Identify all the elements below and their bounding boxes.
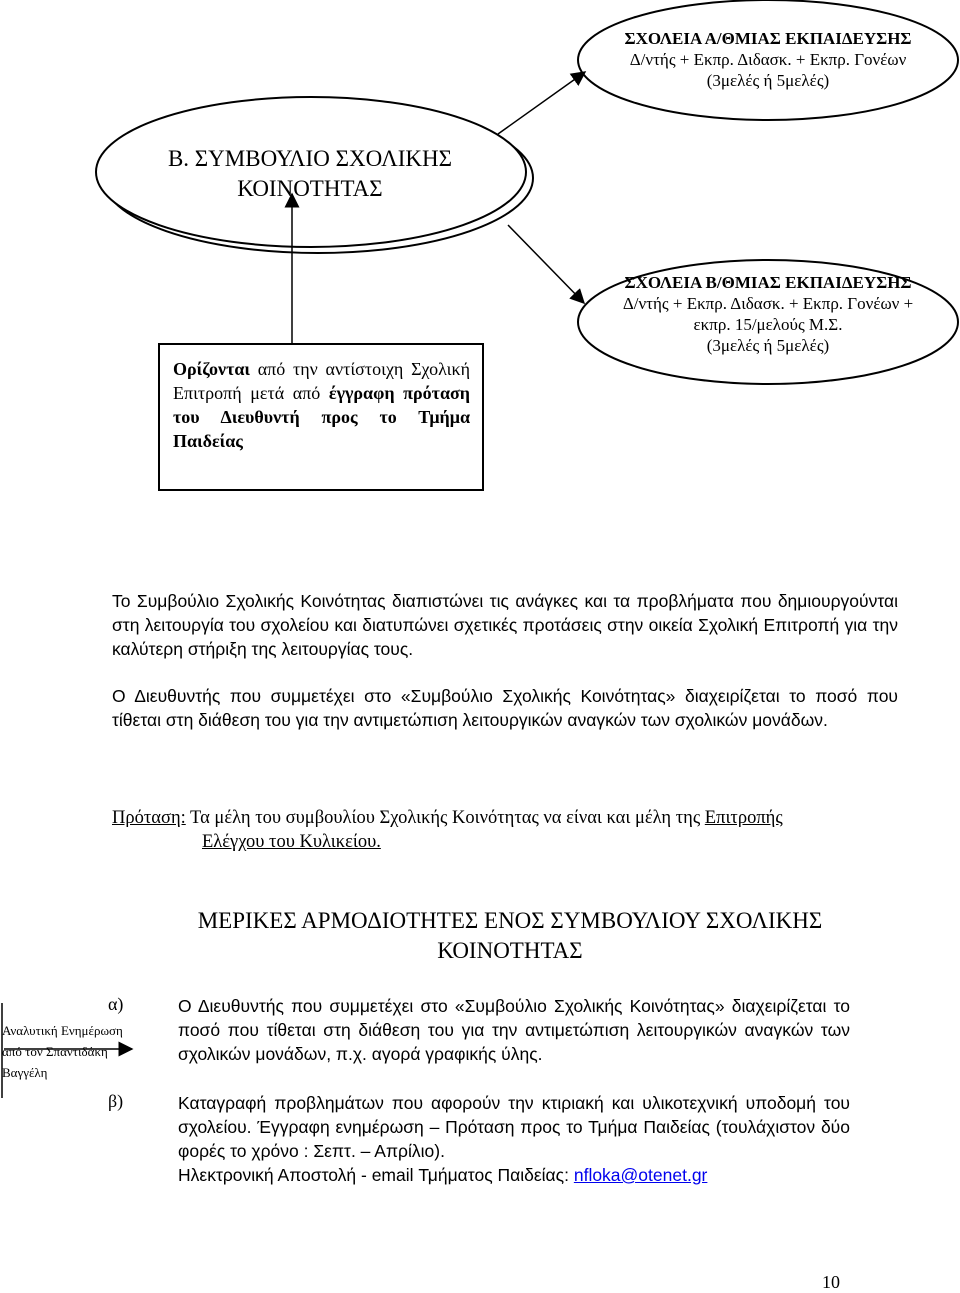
heading-line1: ΜΕΡΙΚΕΣ ΑΡΜΟΔΙΟΤΗΤΕΣ ΕΝΟΣ ΣΥΜΒΟΥΛΙΟΥ ΣΧΟΛΙΚΗΣ — [197, 908, 823, 933]
proposal-text-1: Τα μέλη του συμβουλίου Σχολικής Κοινότητας να είναι και μέλη της — [185, 808, 705, 828]
paragraph-2: Ο Διευθυντής που συμμετέχει στο «Συμβούλιο Σχολικής Κοινότητας» διαχειρίζεται το ποσό που τίθεται στη διάθεση του για την αντιμετώπιση λειτουργικών αναγκών των σχολικών μονάδων. — [112, 686, 898, 730]
box-word-2: από την αντίστοιχη Σχολική Επιτροπή μετά από — [173, 359, 470, 403]
side-note-line3: Βαγγέλη — [2, 1065, 48, 1080]
email-link[interactable]: nfloka@otenet.gr — [573, 1165, 708, 1185]
appointment-box — [158, 343, 484, 491]
heading-line2: ΚΟΙΝΟΤΗΤΑΣ — [437, 938, 583, 963]
bottom-ellipse-line4: (3μελές ή 5μελές) — [706, 336, 830, 355]
list-marker-a: α) — [108, 994, 124, 1014]
list-text-a: Ο Διευθυντής που συμμετέχει στο «Συμβούλιο Σχολικής Κοινότητας» διαχειρίζεται το ποσό που τίθεται στη διάθεση του για την αντιμετώπιση λειτουργικών αναγκών των σχολικών μονάδων, π.χ. αγορά γραφικής ύλης. — [178, 996, 850, 1064]
council-line1: Β. ΣΥΜΒΟΥΛΙΟ ΣΧΟΛΙΚΗΣ — [167, 146, 453, 171]
list-text-b-email-prefix: Ηλεκτρονική Αποστολή - email Τμήματος Παιδείας: — [178, 1165, 574, 1185]
bottom-ellipse-line2: Δ/ντής + Εκπρ. Διδασκ. + Εκπρ. Γονέων + — [622, 294, 914, 313]
bottom-ellipse — [600, 272, 936, 356]
side-note-line1: Αναλυτική Ενημέρωση — [2, 1023, 123, 1038]
proposal-text-3: Ελέγχου του Κυλικείου. — [202, 832, 381, 852]
side-note-line2: από τον Σπαντιδάκη — [2, 1044, 108, 1059]
section-heading — [100, 906, 920, 966]
top-ellipse-line3: (3μελές ή 5μελές) — [706, 71, 830, 90]
proposal-label: Πρόταση: — [112, 808, 186, 828]
council-line2: ΚΟΙΝΟΤΗΤΑΣ — [237, 176, 383, 201]
list-text-b — [178, 1091, 850, 1187]
list-text-b-body: Καταγραφή προβλημάτων που αφορούν την κτιριακή και υλικοτεχνική υποδομή του σχολείου. Έγγραφη ενημέρωση – Πρόταση προς το Τμήμα Παιδείας (τουλάχιστον δύο φορές το χρόνο : Σεπτ. – Απρίλιο). — [178, 1093, 850, 1161]
proposal-text-2: Επιτροπής — [704, 808, 783, 828]
side-note — [2, 1020, 142, 1083]
proposal — [112, 806, 898, 854]
box-word-1: Ορίζονται — [173, 359, 251, 379]
top-ellipse — [600, 28, 936, 91]
bottom-ellipse-line3: εκπρ. 15/μελούς Μ.Σ. — [693, 315, 843, 334]
top-ellipse-line2: Δ/ντής + Εκπρ. Διδασκ. + Εκπρ. Γονέων — [629, 50, 907, 69]
connector-to-bottom — [508, 225, 584, 303]
bottom-ellipse-title: ΣΧΟΛΕΙΑ Β/ΘΜΙΑΣ ΕΚΠΑΙΔΕΥΣΗΣ — [624, 273, 912, 292]
council-ellipse — [110, 144, 510, 204]
paragraph-1: Το Συμβούλιο Σχολικής Κοινότητας διαπιστώνει τις ανάγκες και τα προβλήματα που δημιουργούνται στη λειτουργία του σχολείου και διατυπώνει σχετικές προτάσεις στην οικεία Σχολική Επιτροπή για την καλύτερη στήριξη της λειτουργίας τους. — [112, 591, 898, 659]
top-ellipse-title: ΣΧΟΛΕΙΑ Α/ΘΜΙΑΣ ΕΚΠΑΙΔΕΥΣΗΣ — [624, 29, 912, 48]
page-number: 10 — [822, 1272, 840, 1292]
box-word-3: έγγραφη πρόταση του Διευθυντή προς το Τμήμα Παιδείας — [173, 383, 470, 451]
connector-to-top — [498, 72, 585, 134]
list-marker-b: β) — [108, 1091, 124, 1111]
